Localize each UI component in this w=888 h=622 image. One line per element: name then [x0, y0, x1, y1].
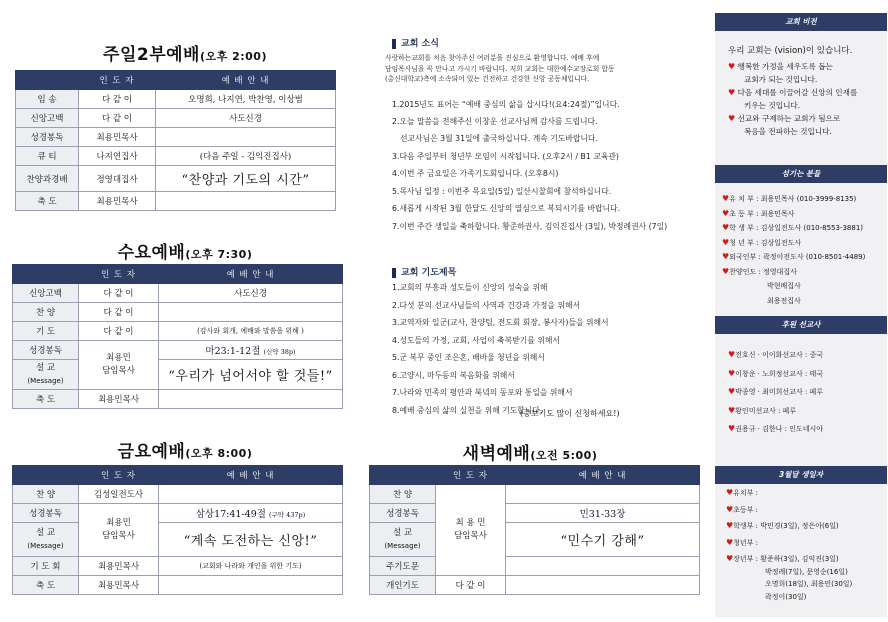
birthday-header: 3월달 생일자 — [715, 466, 887, 484]
table-row — [370, 523, 700, 557]
row-guide: (감사와 회개, 예배와 말씀을 위해 ) — [159, 322, 343, 341]
guide-header: 예 배 안 내 — [506, 466, 700, 485]
row-leader: 최용민목사 — [79, 192, 156, 211]
vision-list — [728, 60, 857, 138]
table-row — [13, 341, 343, 360]
row-label: 큐 티 — [16, 147, 79, 166]
news-header — [392, 36, 439, 49]
row-label: 축 도 — [16, 192, 79, 211]
table-row — [16, 166, 336, 192]
heart-icon: ♥ — [728, 350, 736, 359]
table-row — [16, 90, 336, 109]
birthday-text: 장년부 : 황준하(3일), 김익진(3일) — [733, 555, 839, 563]
birthday-text: 유치부 : — [733, 489, 759, 497]
birthday-item — [726, 537, 852, 550]
missionary-item — [728, 420, 823, 439]
row-guide: 사도신경 — [159, 284, 343, 303]
news-list — [392, 96, 667, 235]
table-row — [13, 523, 343, 557]
staff-text: 유 치 부 : 최용민목사 (010-3999-8135) — [729, 195, 857, 203]
heart-icon: ♥ — [728, 368, 736, 378]
row-label — [13, 360, 79, 390]
sunday-title-block — [40, 40, 330, 65]
scripture-page: (신약 38p) — [263, 348, 296, 356]
vision-item — [728, 86, 857, 99]
sunday-title: 주일2부예배 — [103, 45, 200, 65]
row-guide — [159, 341, 343, 360]
pastor-title: 담임목사 — [102, 531, 135, 541]
row-guide — [506, 557, 700, 576]
scripture-ref: 민31-33장 — [506, 504, 700, 523]
row-label: 축 도 — [13, 390, 79, 409]
vision-item — [728, 60, 857, 73]
staff-list — [722, 192, 865, 308]
pastor-cell — [436, 485, 506, 576]
row-leader: 최용민목사 — [79, 576, 159, 595]
missionary-text: 권용규 · 김한나 : 인도네시아 — [735, 425, 824, 433]
table-row — [13, 322, 343, 341]
prayer-footer: (중보기도 많이 신청하세요!) — [520, 409, 620, 418]
intro-line: 사랑하는교회를 처음 찾아주신 여러분을 진심으로 환영합니다. 예배 후에 — [385, 54, 600, 62]
row-guide: (다음 주일 - 김익진집사) — [156, 147, 336, 166]
row-label: 신앙고백 — [16, 109, 79, 128]
sermon-sublabel: (Message) — [27, 541, 64, 550]
row-label: 성경봉독 — [13, 341, 79, 360]
dawn-title-block — [380, 439, 680, 464]
row-label: 찬양과경배 — [16, 166, 79, 192]
staff-item — [722, 192, 865, 207]
wednesday-service-table — [12, 264, 343, 409]
heart-icon: ♥ — [726, 537, 734, 547]
heart-icon: ♥ — [726, 504, 734, 514]
birthday-text: 청년부 : — [733, 538, 759, 547]
staff-text: 외국인부 : 곽정이전도사 (010-8501-4489) — [729, 253, 866, 261]
row-guide — [159, 390, 343, 409]
news-header-text: 교회 소식 — [401, 39, 439, 49]
row-guide — [159, 303, 343, 322]
pastor-title: 담임목사 — [454, 531, 487, 541]
prayer-item: 1.교회의 부흥과 성도들이 신앙의 성숙을 위해 — [392, 283, 548, 292]
heart-icon: ♥ — [722, 252, 730, 261]
guide-header: 예 배 안 내 — [159, 265, 343, 284]
row-guide — [506, 485, 700, 504]
vision-text: 키우는 것입니다. — [744, 101, 801, 110]
news-item: 2.오늘 말씀을 전해주신 이창운 선교사님께 감사를 드립니다. — [392, 116, 598, 126]
pastor-name: 최용민 — [106, 518, 131, 528]
missionary-item — [728, 365, 823, 384]
row-label — [370, 523, 436, 557]
pastor-name: 최 용 민 — [455, 518, 486, 528]
news-item: 1.2015년도 표어는 “예배 중심의 삶을 삽시다!(요4:24절)”입니다. — [392, 100, 620, 109]
row-guide — [156, 128, 336, 147]
row-leader: 다 같 이 — [79, 109, 156, 128]
table-row — [13, 504, 343, 523]
row-guide — [159, 485, 343, 504]
heart-icon: ♥ — [726, 488, 734, 497]
pastor-cell — [79, 341, 159, 390]
dawn-service-table — [369, 465, 700, 595]
news-item: 선교사님은 3월 31일에 출국하십니다. 계속 기도바랍니다. — [400, 133, 598, 143]
heart-icon: ♥ — [722, 208, 730, 218]
birthday-text: 곽정이(30일) — [765, 592, 807, 601]
pastor-name: 최용민 — [106, 353, 131, 363]
birthday-item — [726, 487, 852, 500]
heart-icon: ♥ — [728, 88, 736, 97]
prayer-item: 6.고양시, 마두동의 복음화를 위해서 — [392, 370, 515, 380]
heart-icon: ♥ — [722, 194, 730, 203]
vision-text: 복음을 전파하는 것입니다. — [744, 127, 832, 136]
birthday-text: 박정례(7일), 문영순(16일) — [765, 567, 848, 576]
vision-title: 우리 교회는 (vision)이 있습니다. — [728, 46, 853, 56]
scripture-ref: 삼상17:41-49절 — [195, 509, 266, 520]
vision-item — [728, 112, 857, 125]
leader-header: 인 도 자 — [79, 71, 156, 90]
table-row — [16, 128, 336, 147]
row-label: 찬 양 — [13, 303, 79, 322]
dawn-title: 새벽예배 — [462, 444, 531, 464]
missionary-text: 박종영 · 최미희선교사 : 페루 — [735, 388, 824, 396]
row-leader: 김성일전도사 — [79, 485, 159, 504]
staff-text: 학 생 부 : 김상일전도사 (010-8553-3881) — [729, 224, 864, 232]
news-item: 7.이번 주간 생일을 축하합니다. 황준하권사, 김익진집사 (3일), 박정례권사 (7일) — [392, 221, 668, 231]
header-marker — [392, 39, 396, 49]
row-label: 주기도문 — [370, 557, 436, 576]
sunday-time: (오후 2:00) — [199, 50, 267, 63]
staff-header: 섬기는 분들 — [715, 165, 887, 183]
row-label — [13, 523, 79, 557]
wednesday-title-block — [40, 238, 330, 263]
row-label: 성경봉독 — [16, 128, 79, 147]
row-leader: 다 같 이 — [79, 284, 159, 303]
staff-item — [722, 207, 865, 222]
sermon-label: 설 교 — [35, 362, 56, 373]
missionary-item — [728, 402, 823, 421]
table-row — [370, 504, 700, 523]
heart-icon: ♥ — [726, 554, 734, 563]
wednesday-time: (오후 7:30) — [185, 248, 253, 261]
news-intro — [385, 53, 615, 85]
row-leader: 다 같 이 — [79, 322, 159, 341]
blank-header — [16, 71, 79, 90]
heart-icon: ♥ — [728, 114, 736, 123]
news-item: 5.목사님 일정 : 이번주 목요일(5일) 일산시찰회에 참석하십니다. — [392, 186, 612, 196]
table-row — [13, 390, 343, 409]
row-guide: 오명희, 나지연, 박찬영, 이상범 — [156, 90, 336, 109]
heart-icon: ♥ — [728, 387, 736, 396]
row-label: 기 도 — [13, 322, 79, 341]
prayer-item: 4.성도들의 가정, 교회, 사업이 축복받기를 위해서 — [392, 335, 560, 345]
row-guide: (교회와 나라와 개인을 위한 기도) — [159, 557, 343, 576]
missionary-text: 전호신 · 이이화선교사 : 중국 — [735, 351, 824, 359]
heart-icon: ♥ — [722, 223, 730, 232]
row-guide — [159, 576, 343, 595]
row-leader: 나지연집사 — [79, 147, 156, 166]
pastor-title: 담임목사 — [102, 366, 135, 376]
heart-icon: ♥ — [722, 266, 730, 276]
row-leader: 최용민목사 — [79, 390, 159, 409]
leader-header: 인 도 자 — [436, 466, 506, 485]
staff-item — [722, 221, 865, 236]
birthday-item — [726, 520, 852, 533]
table-row — [16, 192, 336, 211]
row-label: 찬 양 — [13, 485, 79, 504]
row-guide — [159, 504, 343, 523]
dawn-time: (오전 5:00) — [530, 449, 598, 462]
heart-icon: ♥ — [722, 237, 730, 247]
prayer-item: 7.나라와 민족의 평안과 북녘의 동포와 통일을 위해서 — [392, 388, 573, 397]
scripture-page: (구약 437p) — [268, 511, 306, 519]
birthday-text: 학생부 : 박민경(3일), 정은아(6일) — [733, 522, 839, 530]
table-row — [13, 360, 343, 390]
row-label: 축 도 — [13, 576, 79, 595]
blank-header — [370, 466, 436, 485]
table-row — [13, 485, 343, 504]
staff-text: 최용전집사 — [767, 296, 801, 305]
sermon-title: “우리가 넘어서야 할 것들!” — [159, 360, 343, 390]
friday-time: (오후 8:00) — [185, 447, 253, 460]
vision-text: 다음 세대를 이끌어갈 신앙의 인재를 — [737, 88, 858, 97]
prayer-header-text: 교회 기도제목 — [401, 268, 457, 278]
birthday-text: 오명희(18일), 최용민(30일) — [765, 580, 853, 588]
guide-header: 예 배 안 내 — [156, 71, 336, 90]
header-marker — [392, 268, 396, 278]
heart-icon: ♥ — [728, 405, 736, 415]
blank-header — [13, 265, 79, 284]
missionary-list — [728, 346, 823, 439]
friday-title: 금요예배 — [117, 442, 186, 462]
table-row — [13, 303, 343, 322]
scripture-ref: 마23:1-12절 — [205, 346, 261, 357]
intro-line: (총신대학교)측에 소속되어 있는 건전하고 건강한 신앙 공동체입니다. — [385, 75, 590, 83]
sunday-service-table — [15, 70, 336, 211]
heart-icon: ♥ — [728, 424, 736, 433]
row-leader: 다 같 이 — [436, 576, 506, 595]
row-label: 기 도 회 — [13, 557, 79, 576]
sermon-title: “계속 도전하는 신앙!” — [159, 523, 343, 557]
birthday-list — [726, 487, 852, 603]
row-label: 신앙고백 — [13, 284, 79, 303]
table-row — [16, 147, 336, 166]
table-row — [370, 576, 700, 595]
prayer-item: 5.군 복무 중인 조은혼, 배바울 청년을 위해서 — [392, 353, 545, 362]
staff-text: 찬양인도 : 정영대집사 — [729, 267, 797, 276]
row-guide — [156, 192, 336, 211]
prayer-item: 8.예배 중심의 삶의 실천을 위해 기도합니다. — [392, 405, 543, 415]
leader-header: 인 도 자 — [79, 265, 159, 284]
table-row — [13, 576, 343, 595]
guide-header: 예 배 안 내 — [159, 466, 343, 485]
prayer-header — [392, 265, 456, 278]
staff-text: 청 년 부 : 김상일전도사 — [729, 238, 802, 247]
friday-service-table — [12, 465, 343, 595]
mission-header: 후원 선교사 — [715, 316, 887, 334]
row-leader: 다 같 이 — [79, 303, 159, 322]
news-item: 3.다음 주일부터 청년부 모임이 시작됩니다. (오후2시 / B1 교육관) — [392, 151, 619, 161]
intro-line: 담임목사님을 꼭 만나고 가시기 바랍니다. 저희 교회는 대한예수교장로회 합동 — [385, 64, 615, 73]
wednesday-title: 수요예배 — [117, 243, 186, 263]
table-row — [370, 557, 700, 576]
staff-text: 초 등 부 : 최용민목사 — [729, 209, 795, 218]
friday-title-block — [40, 437, 330, 462]
staff-item — [722, 236, 865, 251]
vision-text: 행복한 가정을 세우도록 돕는 — [737, 62, 833, 71]
row-label: 찬 양 — [370, 485, 436, 504]
vision-text: 교회가 되는 것입니다. — [744, 75, 818, 84]
missionary-item — [728, 383, 823, 402]
heart-icon: ♥ — [728, 62, 736, 71]
row-guide — [506, 576, 700, 595]
sermon-sublabel: (Message) — [384, 541, 421, 550]
news-item: 4.이번 주 금요일은 가족기도회입니다. (오후8시) — [392, 169, 559, 178]
row-label: 임 송 — [16, 90, 79, 109]
birthday-text: 초등부 : — [733, 505, 759, 514]
table-row — [13, 284, 343, 303]
row-guide: 사도신경 — [156, 109, 336, 128]
birthday-item — [726, 553, 852, 566]
missionary-text: 이창운 · 노희정선교사 : 태국 — [735, 369, 824, 378]
row-leader: 다 같 이 — [79, 90, 156, 109]
sermon-label: 설 교 — [392, 527, 413, 538]
sermon-sublabel: (Message) — [27, 376, 64, 385]
row-label: 성경봉독 — [13, 504, 79, 523]
row-guide: “찬양과 기도의 시간” — [156, 166, 336, 192]
prayer-list — [392, 279, 609, 419]
sermon-label: 설 교 — [35, 527, 56, 538]
blank-header — [13, 466, 79, 485]
table-row — [370, 485, 700, 504]
prayer-item: 3.교역자와 일군(교사, 찬양팀, 전도회 회장, 봉사자)들을 위해서 — [392, 318, 609, 327]
prayer-item: 2.다섯 분의 선교사님들의 사역과 건강과 가정을 위해서 — [392, 300, 581, 310]
staff-text: 박현배집사 — [767, 282, 801, 290]
missionary-text: 황인미선교사 : 페루 — [735, 406, 797, 415]
pastor-cell — [79, 504, 159, 557]
leader-header: 인 도 자 — [79, 466, 159, 485]
table-row — [16, 109, 336, 128]
row-label: 개인기도 — [370, 576, 436, 595]
row-leader: 최용민목사 — [79, 128, 156, 147]
vision-header: 교회 비전 — [715, 13, 887, 31]
staff-item — [722, 250, 865, 265]
birthday-item — [726, 504, 852, 517]
news-item: 6.새롭게 시작된 3월 한달도 신앙의 열심으로 복되시기를 바랍니다. — [392, 204, 621, 213]
missionary-item — [728, 346, 823, 365]
row-leader: 최용민목사 — [79, 557, 159, 576]
sermon-title: “민수기 강해” — [506, 523, 700, 557]
vision-text: 선교와 구제하는 교회가 됨으로 — [737, 114, 841, 123]
staff-item — [722, 265, 865, 280]
row-label: 성경봉독 — [370, 504, 436, 523]
heart-icon: ♥ — [726, 521, 734, 530]
row-leader: 정영대집사 — [79, 166, 156, 192]
table-row — [13, 557, 343, 576]
